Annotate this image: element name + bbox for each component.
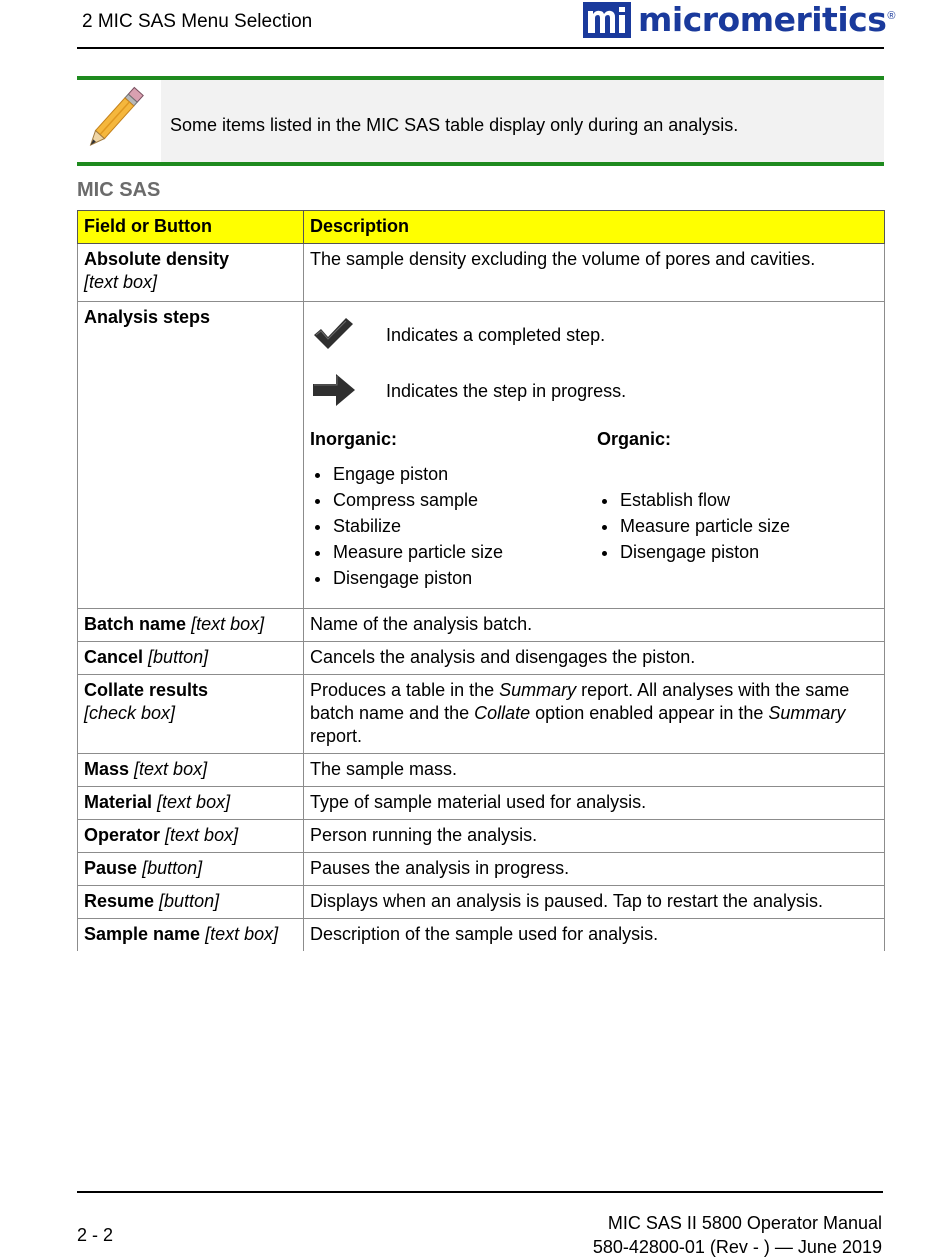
description-cell [304,675,885,754]
field-name: Material [84,792,153,812]
logo-mark [583,2,631,38]
field-cell [78,787,304,820]
list-item: Establish flow [597,487,790,513]
field-type: [button] [142,858,203,878]
table-row [78,302,885,609]
list-item: Disengage piston [310,565,503,591]
field-name: Cancel [84,647,144,667]
field-name: Analysis steps [84,307,211,327]
manual-title: MIC SAS II 5800 Operator Manual [607,1213,882,1233]
page-header-title: 2 MIC SAS Menu Selection [82,11,313,32]
column-header-description: Description [304,211,885,244]
table-row [78,675,885,754]
completed-step-text: Indicates a completed step. [386,325,606,345]
field-name: Operator [84,825,161,845]
table-row [78,787,885,820]
description-cell: Cancels the analysis and disengages the piston. [304,642,885,675]
pencil-icon [83,84,145,154]
description-cell [304,302,885,609]
description-cell: Displays when an analysis is paused. Tap to restart the analysis. [304,886,885,919]
field-name: Collate results [84,680,209,700]
note-text: Some items listed in the MIC SAS table display only during an analysis. [170,115,739,135]
organic-heading: Organic: [597,429,672,449]
field-cell [78,675,304,754]
list-item: Engage piston [310,461,503,487]
analysis-steps-block [310,306,878,603]
field-cell [78,919,304,952]
micromeritics-logo [583,2,895,38]
desc-emphasis: Summary [768,703,846,723]
table-row [78,853,885,886]
field-name: Mass [84,759,130,779]
checkmark-icon [312,316,354,350]
description-cell: Pauses the analysis in progress. [304,853,885,886]
description-cell: The sample density excluding the volume of pores and cavities. [304,244,885,302]
list-item: Disengage piston [597,539,790,565]
table-row [78,609,885,642]
table-header-row [78,211,885,244]
list-item: Measure particle size [310,539,503,565]
desc-text: Produces a table in the [310,680,500,700]
field-type: [button] [148,647,209,667]
table-row [78,244,885,302]
mic-sas-table [77,210,885,951]
manual-reference: 580-42800-01 (Rev - ) — June 2019 [592,1237,882,1257]
organic-steps-list [597,487,790,565]
field-cell [78,244,304,302]
description-cell: Person running the analysis. [304,820,885,853]
in-progress-step-text: Indicates the step in progress. [386,381,627,401]
field-name: Resume [84,891,155,911]
table-row [78,919,885,952]
desc-emphasis: Collate [474,703,531,723]
field-type: [check box] [84,703,176,723]
section-title: MIC SAS [77,179,161,201]
inorganic-heading: Inorganic: [310,429,398,449]
description-cell: Type of sample material used for analysis. [304,787,885,820]
list-item: Measure particle size [597,513,790,539]
field-cell [78,302,304,609]
field-name: Batch name [84,614,187,634]
desc-text: report. All analyses with the same batch name and the [310,680,850,723]
inorganic-steps-list [310,461,503,591]
field-cell [78,886,304,919]
column-header-field: Field or Button [78,211,304,244]
footer-divider [77,1191,883,1193]
arrow-right-icon [312,373,356,407]
note-icon-cell [77,80,161,162]
header-divider [77,47,884,49]
field-cell [78,820,304,853]
page-number: 2 - 2 [77,1225,114,1245]
desc-emphasis: Summary [499,680,577,700]
table-row [78,642,885,675]
list-item: Compress sample [310,487,503,513]
field-cell [78,754,304,787]
field-type: [text box] [134,759,208,779]
field-type: [text box] [157,792,231,812]
field-type: [text box] [191,614,265,634]
field-name: Absolute density [84,249,230,269]
field-name: Sample name [84,924,201,944]
field-type: [text box] [165,825,239,845]
table-row [78,886,885,919]
logo-wordmark: micromeritics [638,0,887,39]
table-row [78,754,885,787]
field-cell [78,642,304,675]
list-item: Stabilize [310,513,503,539]
field-type: [text box] [84,272,158,292]
table-row [78,820,885,853]
field-type: [text box] [205,924,279,944]
field-cell [78,609,304,642]
desc-text: option enabled appear in the [530,703,769,723]
logo-registered: ® [887,10,896,22]
field-name: Pause [84,858,138,878]
desc-text: report. [310,726,363,746]
description-cell: Name of the analysis batch. [304,609,885,642]
description-cell: The sample mass. [304,754,885,787]
note-box [77,76,884,166]
field-cell [78,853,304,886]
field-type: [button] [159,891,220,911]
description-cell: Description of the sample used for analysis. [304,919,885,952]
